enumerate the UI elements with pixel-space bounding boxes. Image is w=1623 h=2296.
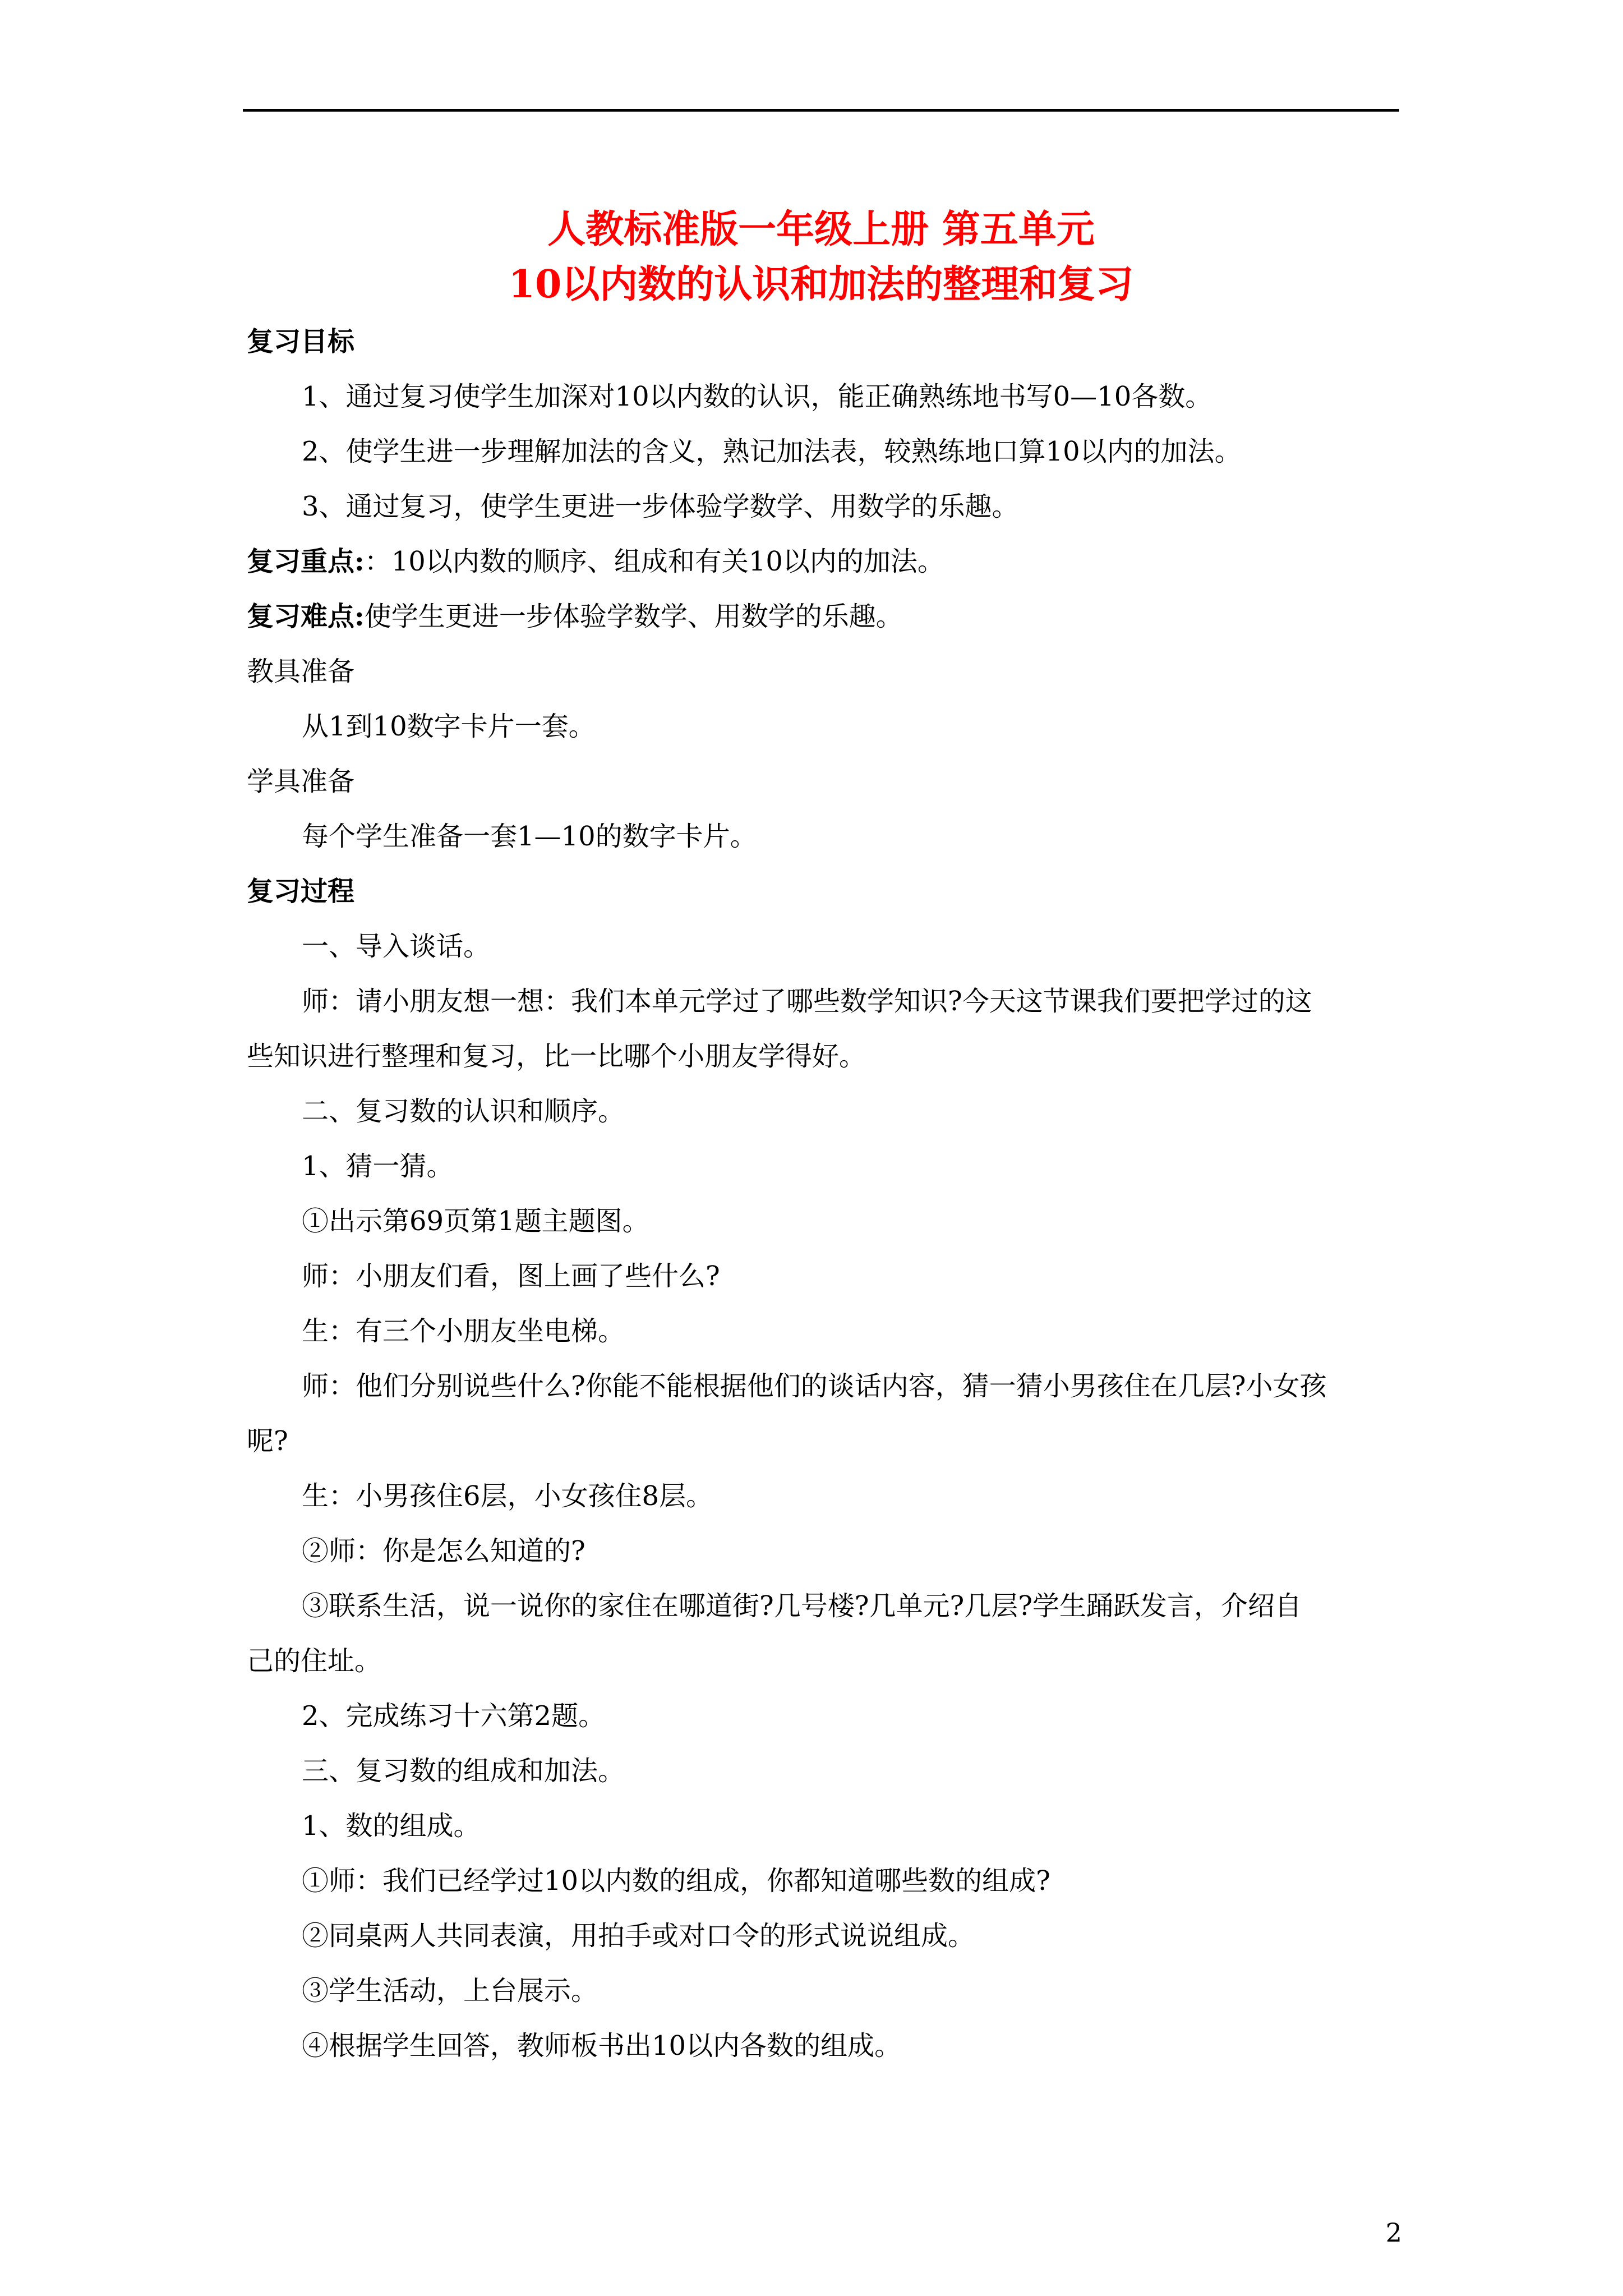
process-line: 己的住址。 bbox=[247, 1645, 382, 1677]
learning-tools-text: 每个学生准备一套1—10的数字卡片。 bbox=[302, 821, 757, 852]
process-line: 二、复习数的认识和顺序。 bbox=[302, 1096, 625, 1127]
page-number: 2 bbox=[1385, 2217, 1402, 2248]
process-line: 师：他们分别说些什么?你能不能根据他们的谈话内容，猜一猜小男孩住在几层?小女孩 bbox=[302, 1370, 1327, 1402]
key-points-text: ：10以内数的顺序、组成和有关10以内的加法。 bbox=[364, 546, 944, 577]
process-line: 一、导入谈话。 bbox=[302, 931, 491, 962]
process-heading: 复习过程 bbox=[247, 876, 355, 907]
process-line: ③学生活动，上台展示。 bbox=[302, 1975, 598, 2007]
process-line: 三、复习数的组成和加法。 bbox=[302, 1755, 625, 1787]
difficulty-text: 使学生更进一步体验学数学、用数学的乐趣。 bbox=[364, 601, 903, 632]
process-line: ④根据学生回答，教师板书出10以内各数的组成。 bbox=[302, 2030, 902, 2062]
goal-item: 2、使学生进一步理解加法的含义，熟记加法表，较熟练地口算10以内的加法。 bbox=[302, 436, 1242, 467]
title-line-1: 人教标准版一年级上册 第五单元 bbox=[547, 207, 1095, 252]
process-line: 生：有三个小朋友坐电梯。 bbox=[302, 1315, 625, 1347]
process-line: 生：小男孩住6层，小女孩住8层。 bbox=[302, 1480, 713, 1512]
goal-item: 1、通过复习使学生加深对10以内数的认识，能正确熟练地书写0—10各数。 bbox=[302, 381, 1212, 412]
process-line: ②师：你是怎么知道的? bbox=[302, 1535, 585, 1567]
teaching-tools-text: 从1到10数字卡片一套。 bbox=[302, 711, 596, 742]
process-line: 1、猜一猜。 bbox=[302, 1151, 454, 1182]
difficulty bbox=[247, 589, 1402, 644]
process-line: 1、数的组成。 bbox=[302, 1810, 481, 1842]
process-line: ①师：我们已经学过10以内数的组成，你都知道哪些数的组成? bbox=[302, 1865, 1050, 1897]
document-title bbox=[243, 202, 1399, 312]
title-line-2: 10以内数的认识和加法的整理和复习 bbox=[508, 262, 1134, 307]
key-points-label: 复习重点: bbox=[247, 546, 365, 577]
process-line: ②同桌两人共同表演，用拍手或对口令的形式说说组成。 bbox=[302, 1920, 975, 1952]
process-line: 师：小朋友们看，图上画了些什么? bbox=[302, 1260, 720, 1292]
document-body bbox=[247, 314, 1402, 2073]
teaching-tools-heading: 教具准备 bbox=[247, 656, 355, 687]
process-line: 呢? bbox=[247, 1425, 288, 1457]
key-points bbox=[247, 534, 1402, 589]
learning-tools-heading: 学具准备 bbox=[247, 766, 355, 797]
goal-item: 3、通过复习，使学生更进一步体验学数学、用数学的乐趣。 bbox=[302, 491, 1019, 522]
header-rule bbox=[243, 109, 1399, 112]
process-line: ①出示第69页第1题主题图。 bbox=[302, 1205, 649, 1237]
difficulty-label: 复习难点: bbox=[247, 601, 365, 632]
process-line: 些知识进行整理和复习，比一比哪个小朋友学得好。 bbox=[247, 1041, 866, 1072]
process-line: 师：请小朋友想一想：我们本单元学过了哪些数学知识?今天这节课我们要把学过的这 bbox=[302, 986, 1312, 1017]
goals-heading: 复习目标 bbox=[247, 326, 355, 357]
process-line: ③联系生活，说一说你的家住在哪道街?几号楼?几单元?几层?学生踊跃发言，介绍自 bbox=[302, 1590, 1302, 1622]
process-line: 2、完成练习十六第2题。 bbox=[302, 1700, 606, 1732]
